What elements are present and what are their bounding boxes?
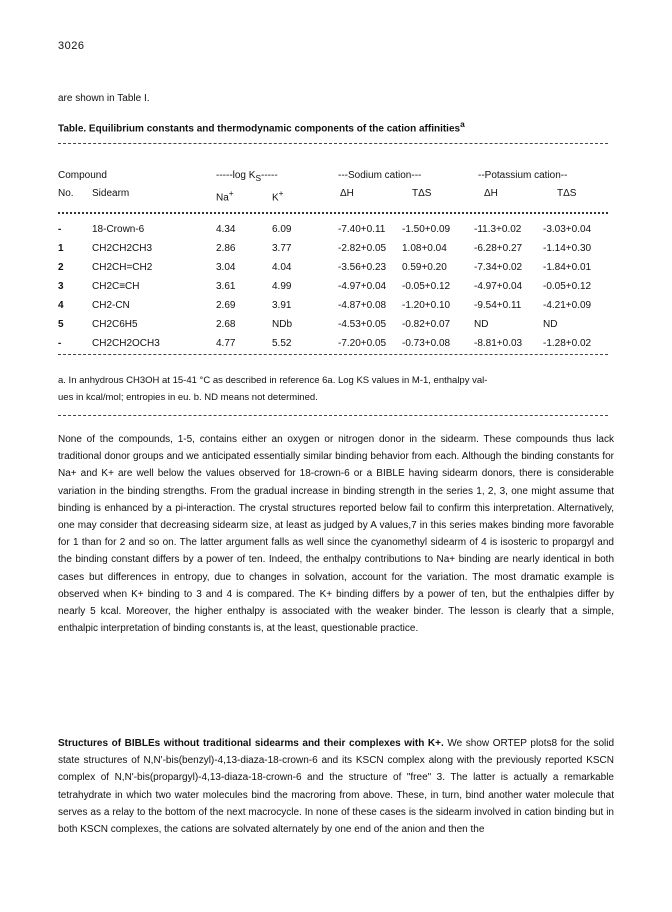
table-cell-k-tds: -3.03+0.04 bbox=[543, 224, 592, 235]
table-cell-na-dh: -4.53+0.05 bbox=[338, 319, 387, 330]
table-cell-sidearm: 18-Crown-6 bbox=[92, 224, 145, 235]
header-k-dh: ΔH bbox=[484, 188, 498, 199]
table-cell-na: 2.69 bbox=[216, 300, 236, 311]
table-cell-k: 6.09 bbox=[272, 224, 292, 235]
header-k: K+ bbox=[272, 188, 284, 204]
header-no: No. bbox=[58, 188, 74, 199]
table-cell-no: - bbox=[58, 338, 62, 349]
table-cell-no: 5 bbox=[58, 319, 64, 330]
table-cell-na-tds: -0.05+0.12 bbox=[402, 281, 451, 292]
header-sidearm: Sidearm bbox=[92, 188, 130, 199]
table-footnote bbox=[58, 372, 608, 406]
table-cell-k-dh: -6.28+0.27 bbox=[474, 243, 523, 254]
table-cell-na: 4.34 bbox=[216, 224, 236, 235]
table-cell-k: 4.99 bbox=[272, 281, 292, 292]
section-heading: Structures of BIBLEs without traditional sidearms and their complexes with K+. bbox=[58, 738, 444, 749]
table-top-rule bbox=[58, 143, 608, 144]
table-cell-na-dh: -7.40+0.11 bbox=[338, 224, 386, 235]
table-cell-no: 1 bbox=[58, 243, 64, 254]
table-cell-k-dh: -11.3+0.02 bbox=[474, 224, 522, 235]
table-cell-k-dh: -4.97+0.04 bbox=[474, 281, 523, 292]
table-cell-k: 3.91 bbox=[272, 300, 292, 311]
table-cell-na: 4.77 bbox=[216, 338, 236, 349]
page-number: 3026 bbox=[58, 40, 85, 52]
table-cell-na-tds: -1.20+0.10 bbox=[402, 300, 451, 311]
table-cell-no: 2 bbox=[58, 262, 64, 273]
table-cell-k-tds: -0.05+0.12 bbox=[543, 281, 592, 292]
footnote-line-2: ues in kcal/mol; entropies in eu. b. ND means not determined. bbox=[58, 392, 318, 403]
table-header-rule bbox=[58, 212, 608, 214]
table-cell-sidearm: CH2C6H5 bbox=[92, 319, 138, 330]
table-cell-no: 4 bbox=[58, 300, 64, 311]
table-cell-k-dh: -9.54+0.11 bbox=[474, 300, 522, 311]
table-cell-k-dh: -7.34+0.02 bbox=[474, 262, 523, 273]
table-cell-na-tds: -0.82+0.07 bbox=[402, 319, 451, 330]
table-cell-na-tds: 0.59+0.20 bbox=[402, 262, 447, 273]
table-caption: Table. Equilibrium constants and thermodynamic components of the cation affinities$^a$ bbox=[58, 119, 465, 135]
table-cell-k-dh: -8.81+0.03 bbox=[474, 338, 523, 349]
table-cell-k-tds: ND bbox=[543, 319, 558, 330]
table-cell-k: 5.52 bbox=[272, 338, 292, 349]
table-cell-na: 3.61 bbox=[216, 281, 236, 292]
header-logks: -----log $K_S-----$ bbox=[216, 170, 278, 183]
paragraph-2: Structures of BIBLEs without traditional sidearms and their complexes with K+. We show ORTEP plots8 for the solid state structures of N,N'-bis(benzyl)-4,13-diaza-18-crown-6 and its KSCN complex along with the previously reported KSCN complex of N,N'-bis(propargyl)-4,13-diaza-18-crown-6 and the structure of "free" 3. The latter is actually a remarkable tetrahydrate in which two water molecules bind the macroring from above. These, in turn, bind another water molecule that serves as a relay to the bottom of the next macrocycle. In none of these cases is the sidearm involved in cation binding but in both KSCN complexes, the cations are solvated alternately by one end of the anion and then the bbox=[58, 738, 615, 836]
table-cell-sidearm: CH2CH2CH3 bbox=[92, 243, 153, 254]
table-cell-na-dh: -4.87+0.08 bbox=[338, 300, 387, 311]
header-na: Na+ bbox=[216, 188, 234, 204]
table-cell-na-dh: -3.56+0.23 bbox=[338, 262, 387, 273]
table-cell-na-tds: 1.08+0.04 bbox=[402, 243, 447, 254]
table-cell-k-tds: -4.21+0.09 bbox=[543, 300, 592, 311]
table-cell-na-tds: -0.73+0.08 bbox=[402, 338, 451, 349]
table-cell-k: 4.04 bbox=[272, 262, 292, 273]
footnote-line-1: a. In anhydrous CH3OH at 15-41 °C as described in reference 6a. Log KS values in M-1, enthalpy val- bbox=[58, 375, 488, 386]
table-cell-na: 3.04 bbox=[216, 262, 236, 273]
paragraph-1: None of the compounds, 1-5, contains either an oxygen or nitrogen donor in the sidearm. These compounds thus lack traditional donor groups and we anticipated essentially similar binding behavior from each. Although the binding constants for Na+ and K+ are well below the values observed for 18-crown-6 or a BIBLE having sidearm donors, there is considerable variation in the binding strengths. From the gradual increase in binding strength in the series 1, 2, 3, one might assume that binding is enhanced by a pi-interaction. The crystal structures reported below fail to confirm this interpretation. Alternatively, one may consider that decreasing sidearm size, at least as judged by A values,7 in this series makes binding more favorable for 1 than for 2 and so on. The latter argument falls as well since the cyanomethyl sidearm of 4 is isosteric to propargyl and the binding constant differs by a power of ten. Indeed, the enthalpy contributions to Na+ binding are nearly identical in both cases but differences in entropy, due to changes in solvation, account for the variation. The most dramatic example is observed when K+ binding to 3 and 4 is compared. The K+ binding differs by a power of ten, but the enthalpies differ by nearly 5 kcal. Moreover, the higher enthalpy is associated with the weaker binder. The lesson is clearly that a simple, enthalpic interpretation of binding constants is, at the least, questionable practice. bbox=[58, 434, 614, 635]
header-na-dh: ΔH bbox=[340, 188, 354, 199]
header-compound: Compound bbox=[58, 170, 107, 181]
table-cell-na-tds: -1.50+0.09 bbox=[402, 224, 451, 235]
table-cell-na: 2.86 bbox=[216, 243, 236, 254]
table-bottom-rule bbox=[58, 354, 608, 355]
footnote-rule bbox=[58, 415, 608, 416]
table-cell-sidearm: CH2-CN bbox=[92, 300, 130, 311]
table-cell-sidearm: CH2C≡CH bbox=[92, 281, 140, 292]
table-cell-k-tds: -1.84+0.01 bbox=[543, 262, 592, 273]
header-potassium: --Potassium cation-- bbox=[478, 170, 568, 181]
table-cell-no: - bbox=[58, 224, 62, 235]
table-cell-k-tds: -1.28+0.02 bbox=[543, 338, 592, 349]
table-cell-k: 3.77 bbox=[272, 243, 292, 254]
table-cell-sidearm: CH2CH=CH2 bbox=[92, 262, 153, 273]
header-na-tds: TΔS bbox=[412, 188, 432, 199]
table-cell-na-dh: -7.20+0.05 bbox=[338, 338, 387, 349]
table-cell-sidearm: CH2CH2OCH3 bbox=[92, 338, 160, 349]
table-cell-k-dh: ND bbox=[474, 319, 489, 330]
table-cell-na: 2.68 bbox=[216, 319, 236, 330]
header-k-tds: TΔS bbox=[557, 188, 577, 199]
intro-line: are shown in Table I. bbox=[58, 93, 150, 104]
table-cell-no: 3 bbox=[58, 281, 64, 292]
header-sodium: ---Sodium cation--- bbox=[338, 170, 422, 181]
table-cell-k-tds: -1.14+0.30 bbox=[543, 243, 592, 254]
table-cell-na-dh: -2.82+0.05 bbox=[338, 243, 387, 254]
table-cell-k: NDb bbox=[272, 319, 293, 330]
table-cell-na-dh: -4.97+0.04 bbox=[338, 281, 387, 292]
